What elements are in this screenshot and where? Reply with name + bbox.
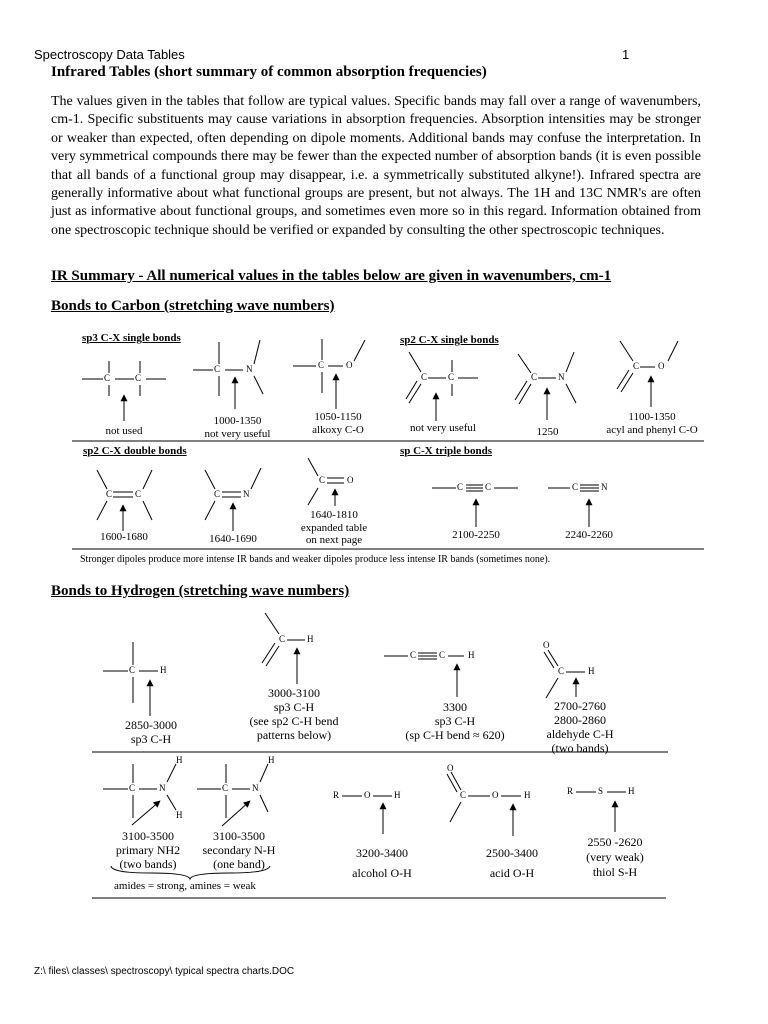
atom-label: C: [439, 650, 446, 660]
atom-label: C: [106, 489, 113, 499]
atom-label: C: [558, 666, 565, 676]
footer-path: Z:\ files\ classes\ spectroscopy\ typical spectra charts.DOC: [34, 966, 295, 977]
atom-label: C: [135, 489, 142, 499]
page-title: Infrared Tables (short summary of common absorption frequencies): [51, 64, 487, 80]
label-sp2-ch: 3000-3100 sp3 C-H (see sp2 C-H bend patterns below): [249, 686, 339, 742]
label-secondary-nh: 3100-3500 secondary N-H (one band): [202, 829, 276, 871]
atom-label: N: [601, 482, 608, 492]
atom-label: H: [160, 665, 167, 675]
atom-label: R: [567, 786, 574, 796]
atom-label: C: [129, 665, 136, 675]
atom-label: H: [628, 786, 635, 796]
label-c-double-c: 1600-1680: [100, 531, 148, 543]
structure-c-double-n: [205, 468, 261, 531]
label-thiol-sh: 2550 -2620 (very weak) thiol S-H: [586, 835, 644, 879]
atom-label: R: [333, 790, 340, 800]
structure-cc-sp2: [406, 352, 478, 421]
atom-label: N: [246, 364, 253, 374]
atom-label: H: [307, 634, 314, 644]
sp2-single-heading: sp2 C-X single bonds: [400, 334, 499, 346]
label-co-sp3: 1050-1150 alkoxy C-O: [312, 411, 364, 436]
atom-label: O: [447, 763, 454, 773]
atom-label: H: [176, 810, 183, 820]
structure-c-double-o: [308, 458, 344, 506]
atom-label: O: [346, 360, 353, 370]
atom-label: C: [633, 361, 640, 371]
label-cc-sp2: not very useful: [410, 422, 476, 434]
label-sp-ch: 3300 sp3 C-H (sp C-H bend ≈ 620): [405, 700, 505, 742]
atom-label: O: [658, 361, 665, 371]
sp3-single-heading: sp3 C-X single bonds: [82, 332, 181, 344]
atom-label: C: [485, 482, 492, 492]
label-sp3-ch: 2850-3000 sp3 C-H: [125, 718, 177, 746]
hydrogen-section-heading: Bonds to Hydrogen (stretching wave numbers): [51, 583, 350, 599]
structure-sp-ch: [384, 653, 464, 697]
structure-c-triple-c: [432, 485, 518, 527]
dipole-note: Stronger dipoles produce more intense IR bands and weaker dipoles produce less intense IR bands (sometimes none).: [80, 554, 551, 565]
page-number: 1: [622, 47, 630, 62]
structure-alcohol-oh: [342, 796, 392, 834]
atom-label: N: [159, 783, 166, 793]
atom-label: H: [468, 650, 475, 660]
label-co-sp2: 1100-1350 acyl and phenyl C-O: [606, 411, 698, 436]
structure-acid-oh: [447, 772, 521, 836]
ir-summary-heading: IR Summary - All numerical values in the tables below are given in wavenumbers, cm-1: [51, 268, 612, 284]
structure-thiol-sh: [576, 792, 626, 832]
atom-label: H: [524, 790, 531, 800]
sp-triple-heading: sp C-X triple bonds: [400, 445, 492, 457]
atom-label: C: [318, 360, 325, 370]
structure-cn-sp2: [515, 352, 576, 420]
atom-label: N: [558, 372, 565, 382]
atom-label: C: [104, 373, 111, 383]
atom-label: O: [364, 790, 371, 800]
sp2-double-heading: sp2 C-X double bonds: [83, 445, 187, 457]
atom-label: C: [457, 482, 464, 492]
atom-label: H: [394, 790, 401, 800]
atom-label: C: [421, 372, 428, 382]
structure-cn-sp3: [193, 340, 263, 409]
atom-label: N: [243, 489, 250, 499]
atom-label: C: [448, 372, 455, 382]
structure-sp3-ch: [103, 642, 158, 716]
label-c-triple-n: 2240-2260: [565, 529, 613, 541]
label-c-double-n: 1640-1690: [209, 533, 257, 545]
atom-label: C: [460, 790, 467, 800]
structure-aldehyde-ch: [544, 650, 585, 698]
structure-secondary-nh: [197, 764, 268, 826]
running-header: Spectroscopy Data Tables: [34, 47, 185, 62]
atom-label: C: [214, 364, 221, 374]
structure-c-double-c: [97, 470, 152, 531]
label-acid-oh: 2500-3400 acid O-H: [486, 846, 538, 880]
atom-label: H: [176, 755, 183, 765]
structure-sp2-ch: [262, 613, 305, 684]
atom-label: N: [252, 783, 259, 793]
atom-label: H: [588, 666, 595, 676]
label-c-double-o: 1640-1810 expanded table on next page: [300, 509, 368, 546]
label-aldehyde-ch: 2700-2760 2800-2860 aldehyde C-H (two bands): [546, 699, 614, 755]
atom-label: O: [347, 475, 354, 485]
atom-label: S: [598, 786, 604, 796]
atom-label: C: [319, 475, 326, 485]
label-c-triple-c: 2100-2250: [452, 529, 500, 541]
atom-label: H: [268, 755, 275, 765]
carbon-section-heading: Bonds to Carbon (stretching wave numbers): [51, 298, 335, 314]
label-cn-sp3: 1000-1350 not very useful: [204, 415, 271, 440]
atom-label: C: [410, 650, 417, 660]
atom-label: C: [222, 783, 229, 793]
atom-label: C: [531, 372, 538, 382]
atom-label: C: [214, 489, 221, 499]
atom-label: O: [492, 790, 499, 800]
atom-label: C: [279, 634, 286, 644]
intro-paragraph: The values given in the tables that follow are typical values. Specific bands may fall over a range of wavenumbers, cm-1. Specific substituents may cause variations in absorption frequencies. Absorption intensities may be stronger or weaker than expected, often depending on dipole moments. Additional bands may confuse the interpretation. In very symmetrical compounds there may be fewer than the expected number of absorption bands (it is even possible that all bands of a functional group may disappear, i.e. a symmetrically substituted alkyne!). Infrared spectra are generally informative about what functional groups are present, but not always. The 1H and 13C NMR's are often just as informative about functional groups, and sometimes even more so in this regard. Information obtained from one spectroscopic technique should be verified or expanded by consulting the other spectroscopic techniques.: [51, 94, 701, 238]
atom-label: C: [572, 482, 579, 492]
label-alcohol-oh: 3200-3400 alcohol O-H: [352, 846, 412, 880]
atom-label: C: [135, 373, 142, 383]
amides-note: amides = strong, amines = weak: [114, 880, 256, 892]
atom-label: C: [129, 783, 136, 793]
atom-label: O: [543, 640, 550, 650]
structure-primary-nh2: [103, 764, 176, 825]
structure-co-sp3: [293, 339, 365, 409]
label-primary-nh2: 3100-3500 primary NH2 (two bands): [115, 829, 181, 871]
label-cn-sp2: 1250: [536, 426, 559, 438]
structure-co-sp2: [617, 341, 678, 407]
structure-cc-sp3: [82, 361, 166, 421]
label-cc-sp3: not used: [105, 425, 143, 437]
